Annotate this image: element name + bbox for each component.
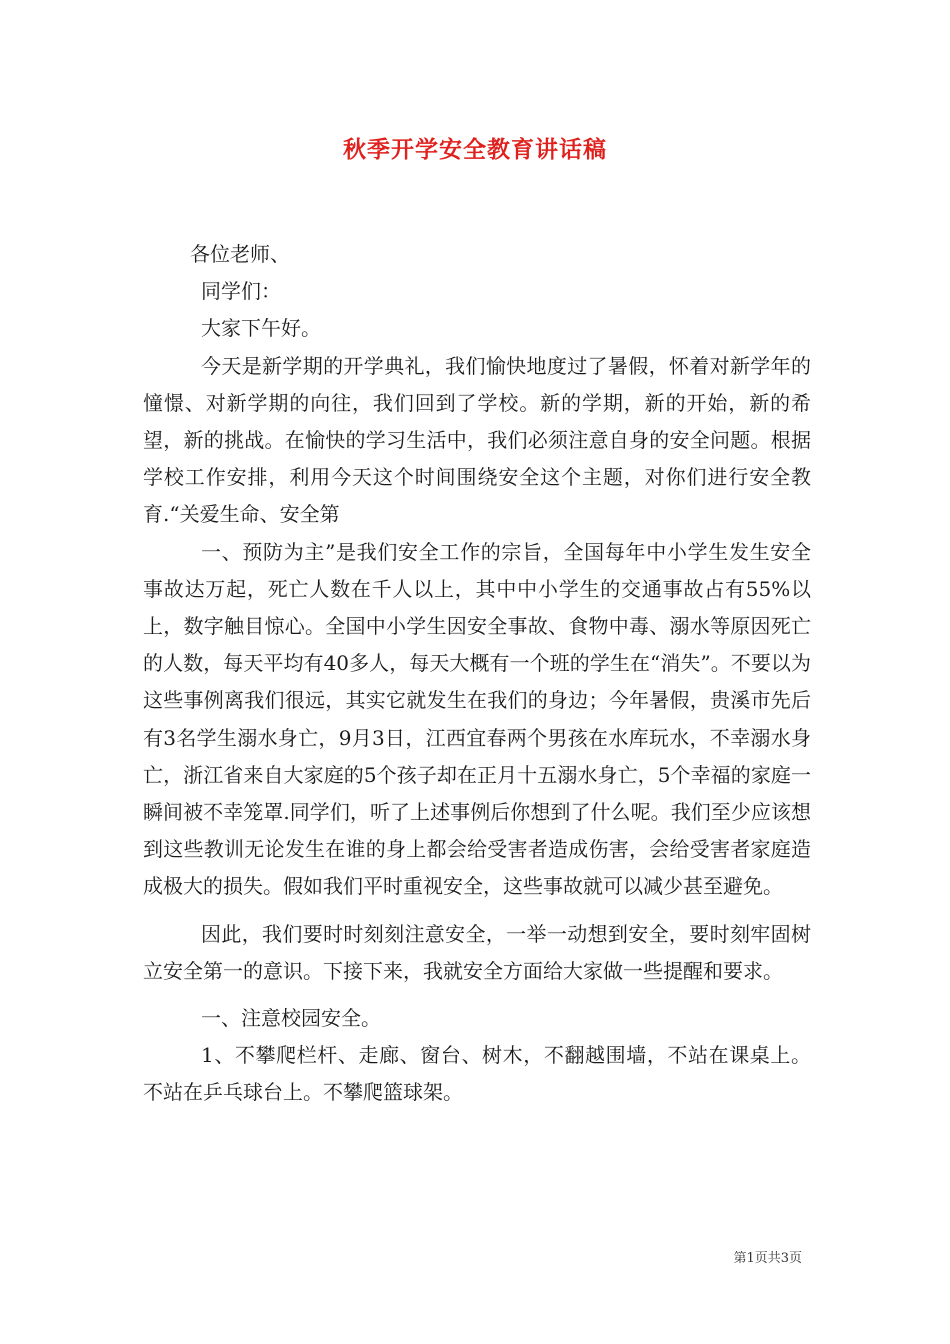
paragraph-statistics: 一、预防为主”是我们安全工作的宗旨，全国每年中小学生发生安全事故达万起，死亡人数在千人以上，其中中小学生的交通事故占有55%以上，数字触目惊心。全国中小学生因安全事故、食物中毒、溺水等原因死亡的人数，每天平均有40多人，每天大概有一个班的学生在“消失”。不要以为这些事例离我们很远，其实它就发生在我们的身边；今年暑假，贵溪市先后有3名学生溺水身亡，9月3日，江西宜春两个男孩在水库玩水，不幸溺水身亡，浙江省来自大家庭的5个孩子却在正月十五溺水身亡，5个幸福的家庭一瞬间被不幸笼罩.同学们，听了上述事例后你想到了什么呢。我们至少应该想到这些教训无论发生在谁的身上都会给受害者造成伤害，会给受害者家庭造成极大的损失。假如我们平时重视安全，这些事故就可以减少甚至避免。 <box>143 539 811 899</box>
section-heading-campus-safety: 一、注意校园安全。 <box>201 1006 381 1031</box>
salutation-teachers: 各位老师、 <box>190 242 290 266</box>
paragraph-opening: 今天是新学期的开学典礼，我们愉快地度过了暑假，怀着对新学年的憧憬、对新学期的向往，我们回到了学校。新的学期，新的开始，新的希望，新的挑战。在愉快的学习生活中，我们必须注意自身的安全问题。根据学校工作安排，利用今天这个时间围绕安全这个主题，对你们进行安全教育.“关爱生命、安全第 <box>143 353 811 527</box>
document-body <box>143 236 811 1112</box>
paragraph-therefore: 因此，我们要时时刻刻注意安全，一举一动想到安全，要时刻牢固树立安全第一的意识。下接下来，我就安全方面给大家做一些提醒和要求。 <box>143 921 811 983</box>
page-number: 第1页共3页 <box>733 1251 802 1266</box>
greeting: 大家下午好。 <box>201 316 321 341</box>
salutation-students: 同学们： <box>201 279 281 304</box>
rule-item-1: 1、不攀爬栏杆、走廊、窗台、树木，不翻越围墙，不站在课桌上。不站在乒乓球台上。不攀爬篮球架。 <box>143 1043 811 1105</box>
document-title: 秋季开学安全教育讲话稿 <box>343 136 607 163</box>
